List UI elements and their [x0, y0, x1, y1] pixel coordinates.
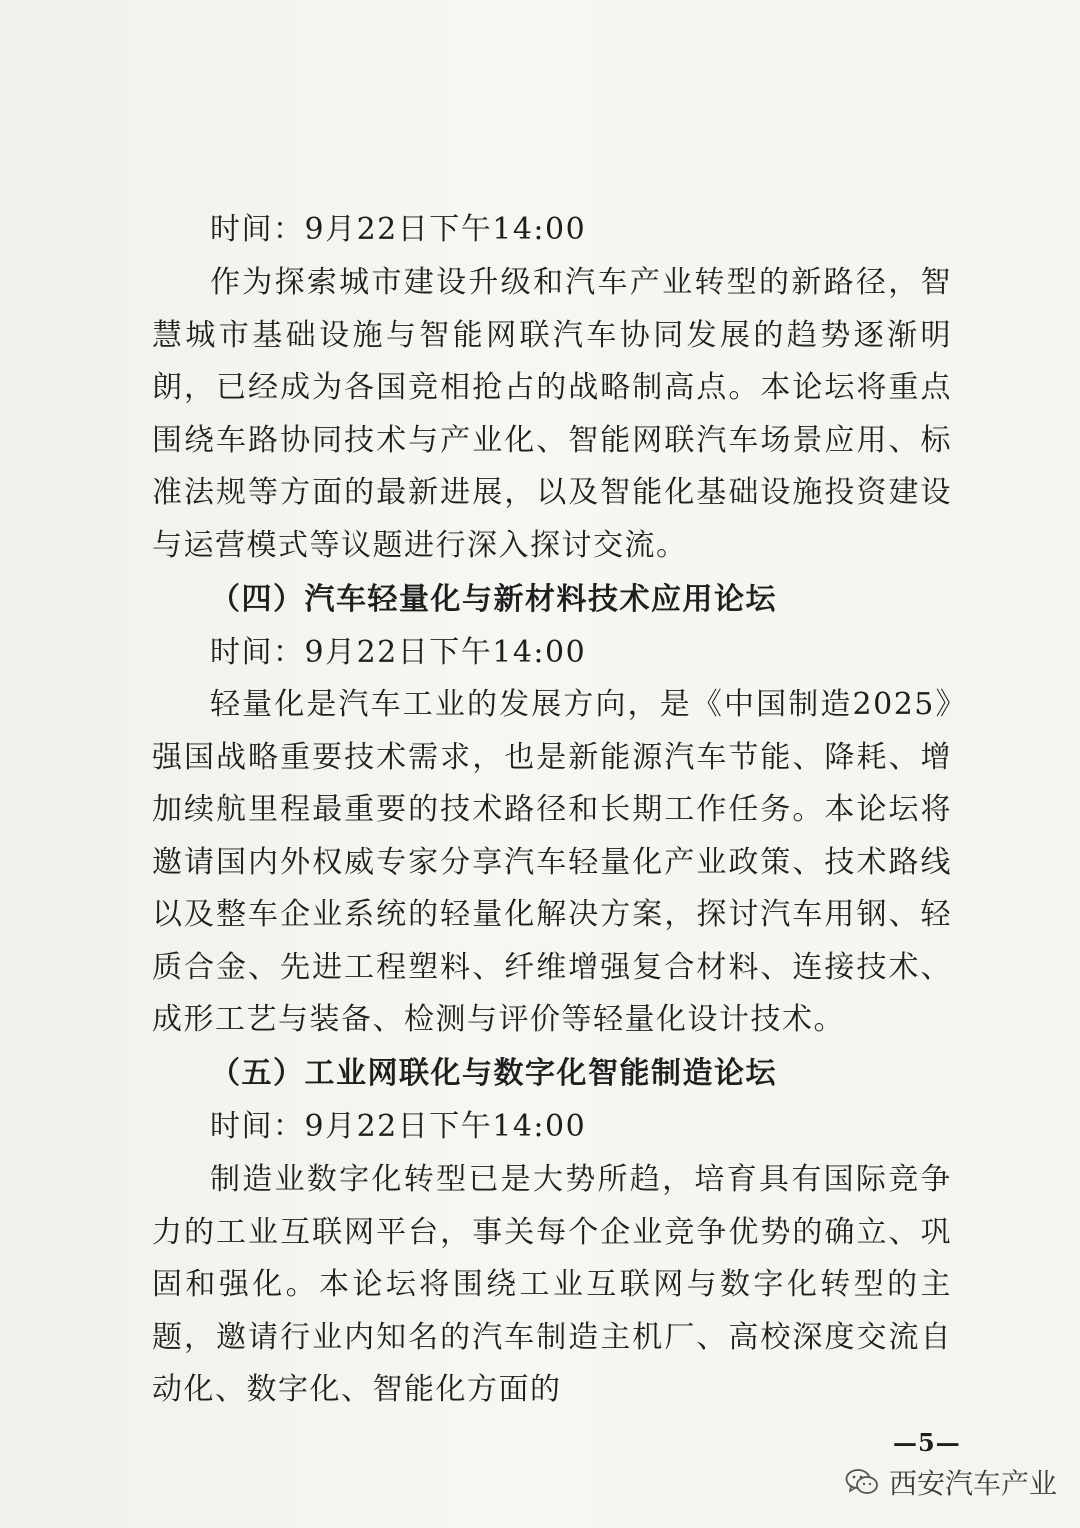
section3-body: 作为探索城市建设升级和汽车产业转型的新路径，智慧城市基础设施与智能网联汽车协同发展的趋势逐渐明朗，已经成为各国竞相抢占的战略制高点。本论坛将重点围绕车路协同技术与产业化、智能网联汽车场景应用、标准法规等方面的最新进展，以及智能化基础设施投资建设与运营模式等议题进行深入探讨交流。: [152, 265, 952, 563]
watermark-text: 西安汽车产业: [889, 1467, 1058, 1500]
section5-body: 制造业数字化转型已是大势所趋，培育具有国际竞争力的工业互联网平台，事关每个企业竞争优势的确立、巩固和强化。本论坛将围绕工业互联网与数字化转型的主题，邀请行业内知名的汽车制造主机厂、高校深度交流自动化、数字化、智能化方面的: [152, 1162, 952, 1407]
account-watermark: [845, 1462, 1057, 1502]
section5-heading: （五）工业网联化与数字化智能制造论坛: [210, 1056, 777, 1091]
section4-body: 轻量化是汽车工业的发展方向，是《中国制造2025》强国战略重要技术需求，也是新能源汽车节能、降耗、增加续航里程最重要的技术路径和长期工作任务。本论坛将邀请国内外权威专家分享汽车轻量化产业政策、技术路线以及整车企业系统的轻量化解决方案，探讨汽车用钢、轻质合金、先进工程塑料、纤维增强复合材料、连接技术、成形工艺与装备、检测与评价等轻量化设计技术。: [152, 687, 952, 1037]
wechat-icon: [845, 1468, 879, 1496]
section5-time: 时间：9月22日下午14:00: [210, 1109, 587, 1144]
section4-heading: （四）汽车轻量化与新材料技术应用论坛: [210, 582, 777, 617]
page-number: —5—: [893, 1428, 961, 1457]
section3-time: 时间：9月22日下午14:00: [210, 212, 587, 247]
section4-time: 时间：9月22日下午14:00: [210, 635, 587, 670]
